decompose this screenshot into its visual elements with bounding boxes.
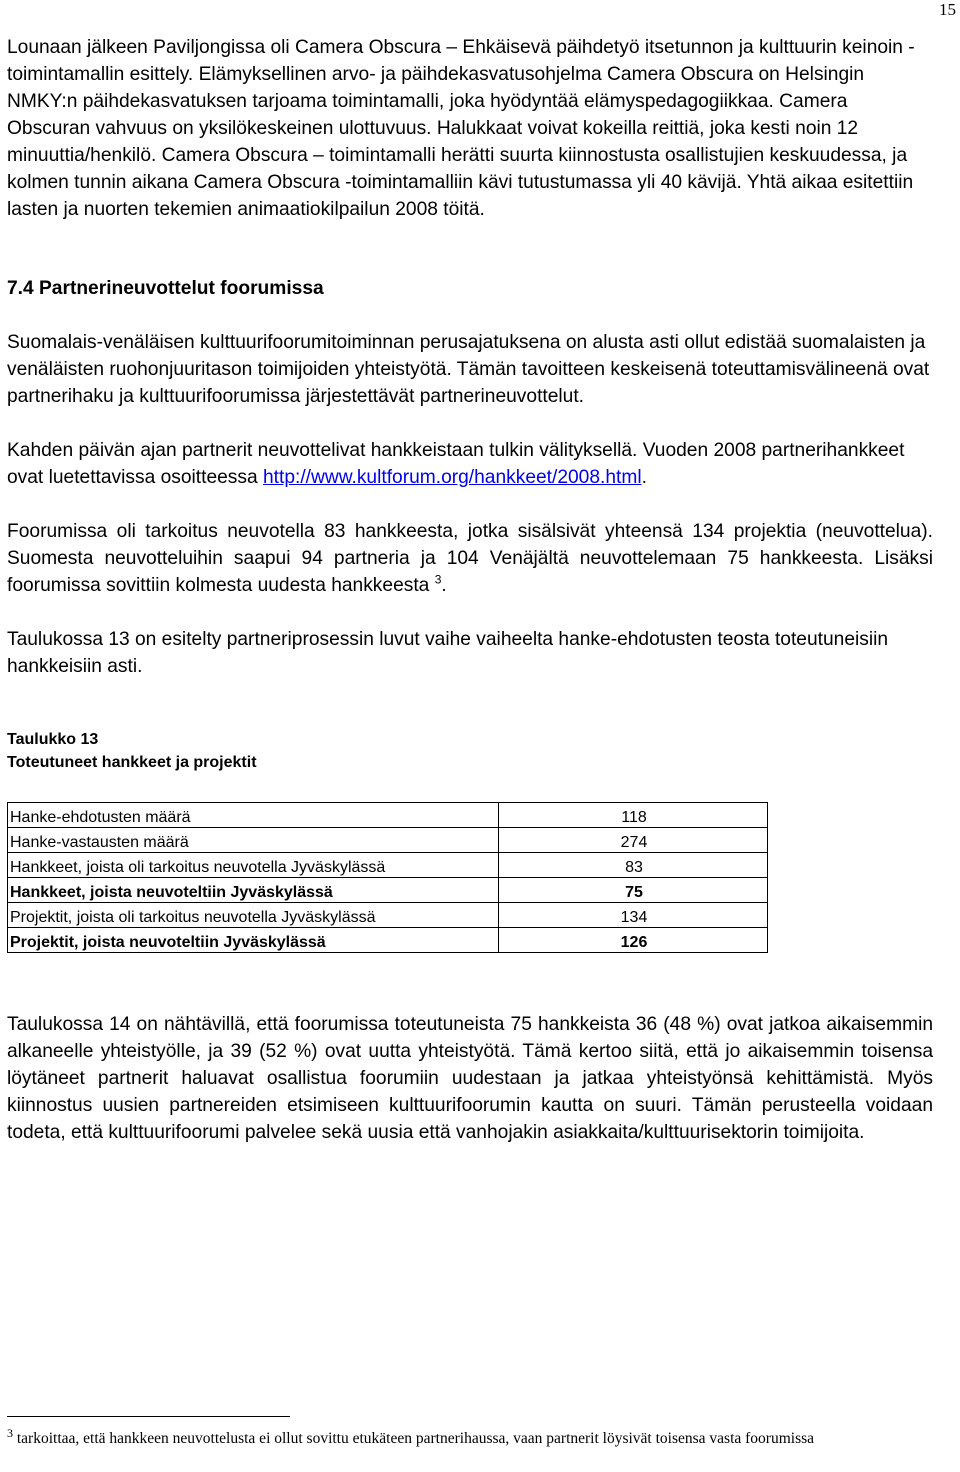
- results-table: [7, 802, 768, 953]
- paragraph-partner-text: Kahden päivän ajan partnerit neuvottelivat hankkeistaan tulkin välityksellä. Vuoden 2008 partnerihankkeet ovat luetettavissa osoitteessa: [7, 440, 905, 488]
- table-cell-value: 134: [499, 903, 768, 928]
- table-row: [8, 853, 768, 878]
- table-caption-title: Toteutuneet hankkeet ja projektit: [7, 754, 257, 771]
- table-caption-number: Taulukko 13: [7, 731, 99, 748]
- table-cell-label: Hankkeet, joista neuvoteltiin Jyväskylässä: [8, 878, 499, 903]
- footnote: [7, 1425, 947, 1449]
- table-cell-value: 75: [499, 878, 768, 903]
- paragraph-numbers-end: .: [441, 575, 447, 596]
- table-cell-label: Projektit, joista oli tarkoitus neuvotella Jyväskylässä: [8, 903, 499, 928]
- table-cell-label: Hanke-ehdotusten määrä: [8, 803, 499, 828]
- table-row: [8, 903, 768, 928]
- footnote-divider: [7, 1416, 290, 1417]
- paragraph-numbers-text: Foorumissa oli tarkoitus neuvotella 83 hankkeesta, jotka sisälsivät yhteensä 134 projektia (neuvottelua). Suomesta neuvotteluihin saapui 94 partneria ja 104 Venäjältä neuvottelemaan 75 hankkeesta. Lisäksi foorumissa sovittiin kolmesta uudesta hankkeesta: [7, 521, 933, 596]
- paragraph-table-intro: Taulukossa 13 on esitelty partneriprosessin luvut vaihe vaiheelta hanke-ehdotusten teosta toteutuneisiin hankkeisiin asti.: [7, 629, 889, 677]
- table-cell-label: Projektit, joista neuvoteltiin Jyväskylässä: [8, 928, 499, 953]
- document-body: [7, 34, 933, 1146]
- table-row: [8, 928, 768, 953]
- page-number: 15: [939, 0, 956, 19]
- section-heading: 7.4 Partnerineuvottelut foorumissa: [7, 278, 324, 299]
- table-cell-label: Hankkeet, joista oli tarkoitus neuvotella Jyväskylässä: [8, 853, 499, 878]
- table-cell-value: 274: [499, 828, 768, 853]
- table-cell-value: 126: [499, 928, 768, 953]
- paragraph-forum-numbers: [7, 518, 933, 599]
- table-cell-value: 83: [499, 853, 768, 878]
- footnote-text: tarkoittaa, että hankkeen neuvottelusta ei ollut sovittu etukäteen partnerihaussa, vaan partnerit löysivät toisensa vasta foorumissa: [16, 1430, 815, 1447]
- table-caption: [7, 728, 933, 774]
- table-cell-value: 118: [499, 803, 768, 828]
- paragraph-forum-intro: Suomalais-venäläisen kulttuurifoorumitoiminnan perusajatuksena on alusta asti ollut edistää suomalaisten ja venäläisten ruohonjuuritason toimijoiden yhteistyötä. Tämän tavoitteen keskeisenä toteuttamisvälineenä ovat partnerihaku ja kulttuurifoorumissa järjestettävät partnerineuvottelut.: [7, 332, 930, 407]
- table-cell-label: Hanke-vastausten määrä: [8, 828, 499, 853]
- paragraph-table14: Taulukossa 14 on nähtävillä, että foorumissa toteutuneista 75 hankkeista 36 (48 %) ovat jatkoa aikaisemmin alkaneelle yhteistyölle, ja 39 (52 %) ovat uutta yhteistyötä. Tämä kertoo siitä, että jo aikaisemmin toisensa löytäneet partnerit haluavat osallistua foorumiin uudestaan ja jatkaa yhteistyönsä kehittämistä. Myös kiinnostus uusien partnereiden etsimiseen kulttuurifoorumin kautta on suuri. Tämän perusteella voidaan todeta, että kulttuurifoorumi palvelee sekä uusia että vanhojakin asiakkaita/kulttuurisektorin toimijoita.: [7, 1014, 933, 1143]
- footnote-reference[interactable]: 3: [434, 572, 442, 587]
- paragraph-partner-negotiations: [7, 437, 933, 491]
- table-row: [8, 878, 768, 903]
- paragraph-camera-obscura: Lounaan jälkeen Paviljongissa oli Camera Obscura – Ehkäisevä päihdetyö itsetunnon ja kulttuurin keinoin -toimintamallin esittely. Elämyksellinen arvo- ja päihdekasvatusohjelma Camera Obscura on Helsingin NMKY:n päihdekasvatuksen tarjoama toimintamalli, joka hyödyntää elämyspedagogiikkaa. Camera Obscuran vahvuus on yksilökeskeinen ulottuvuus. Halukkaat voivat kokeilla reittiä, joka kesti noin 12 minuuttia/henkilö. Camera Obscura – toimintamalli herätti suurta kiinnostusta osallistujien keskuudessa, ja kolmen tunnin aikana Camera Obscura -toimintamalliin kävi tutustumassa yli 40 kävijä. Yhtä aikaa esitettiin lasten ja nuorten tekemien animaatiokilpailun 2008 töitä.: [7, 37, 915, 220]
- table-row: [8, 803, 768, 828]
- footnote-marker: 3: [7, 1425, 13, 1440]
- table-row: [8, 828, 768, 853]
- hankkeet-link[interactable]: http://www.kultforum.org/hankkeet/2008.html: [263, 467, 642, 488]
- paragraph-partner-end: .: [641, 467, 647, 488]
